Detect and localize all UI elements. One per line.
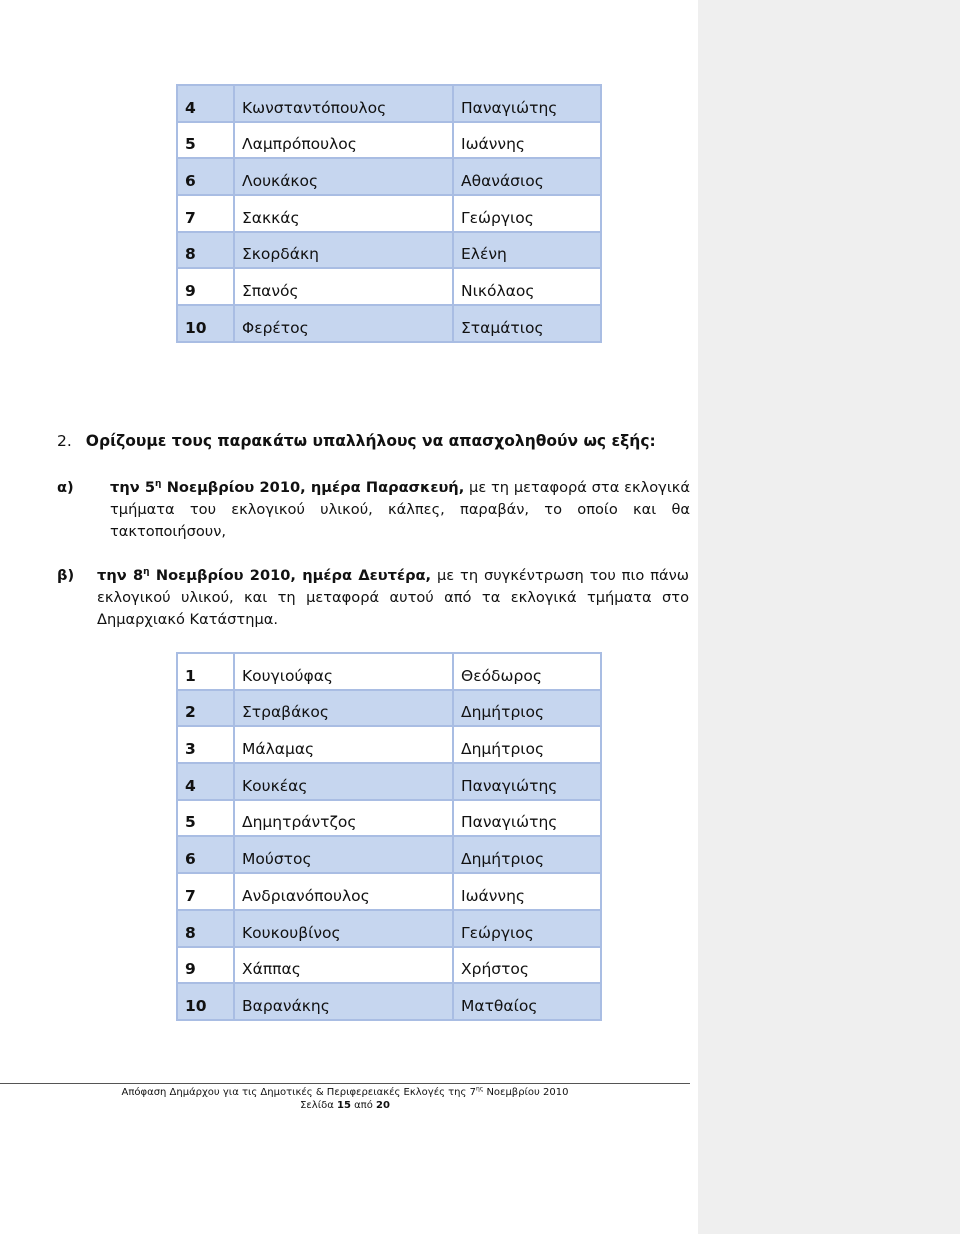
surname-cell: Φερέτος [234, 305, 453, 342]
firstname-cell: Γεώργιος [453, 195, 601, 232]
table-row [177, 763, 601, 800]
table-row [177, 873, 601, 910]
item-b-ordinal: η [143, 567, 150, 578]
table-row [177, 305, 601, 342]
item-b-body [97, 565, 689, 631]
section-heading-text: Ορίζουμε τους παρακάτω υπαλλήλους να απασχοληθούν ως εξής: [85, 432, 656, 450]
row-number: 5 [177, 122, 234, 159]
firstname-cell: Δημήτριος [453, 726, 601, 763]
firstname-cell: Παναγιώτης [453, 85, 601, 122]
firstname-cell: Αθανάσιος [453, 158, 601, 195]
surname-cell: Μούστος [234, 836, 453, 873]
firstname-cell: Γεώργιος [453, 910, 601, 947]
row-number: 5 [177, 800, 234, 837]
surname-cell: Κουκουβίνος [234, 910, 453, 947]
row-number: 7 [177, 195, 234, 232]
row-number: 6 [177, 158, 234, 195]
table-row [177, 232, 601, 269]
footer-title-text: Απόφαση Δημάρχου για τις Δημοτικές & Περιφερειακές Εκλογές της 7 [121, 1087, 476, 1098]
row-number: 1 [177, 653, 234, 690]
item-b-date-rest: Νοεμβρίου 2010, ημέρα Δευτέρα, [149, 567, 432, 584]
firstname-cell: Ματθαίος [453, 983, 601, 1020]
item-a-ordinal: η [155, 479, 162, 490]
page-current: 15 [336, 1100, 351, 1111]
item-a-text: με τη μεταφορά στα εκλογικά τμήματα του εκλογικού υλικού, κάλπες, παραβάν, το οποίο και θα τακτοποιήσουν, [110, 479, 690, 540]
row-number: 10 [177, 983, 234, 1020]
surname-cell: Χάππας [234, 947, 453, 984]
page-word: Σελίδα [300, 1100, 337, 1111]
firstname-cell: Παναγιώτης [453, 763, 601, 800]
firstname-cell: Ιωάννης [453, 873, 601, 910]
item-a-body [110, 477, 690, 543]
table-row [177, 800, 601, 837]
section-heading [57, 432, 656, 450]
table-row [177, 85, 601, 122]
surname-cell: Λαμπρόπουλος [234, 122, 453, 159]
table-row [177, 195, 601, 232]
firstname-cell: Νικόλαος [453, 268, 601, 305]
firstname-cell: Δημήτριος [453, 690, 601, 727]
row-number: 7 [177, 873, 234, 910]
page-footer [0, 1086, 690, 1112]
firstname-cell: Δημήτριος [453, 836, 601, 873]
section-number: 2. [57, 432, 72, 450]
table-row [177, 726, 601, 763]
employees-table-2 [176, 652, 602, 1021]
surname-cell: Κωνσταντόπουλος [234, 85, 453, 122]
item-b-text: με τη συγκέντρωση του πιο πάνω εκλογικού υλικού, και τη μεταφορά αυτού από τα εκλογικά τμήματα στο Δημαρχιακό Κατάστημα. [97, 567, 690, 628]
table-row [177, 910, 601, 947]
table-row [177, 268, 601, 305]
table-row [177, 158, 601, 195]
firstname-cell: Ελένη [453, 232, 601, 269]
footer-title [0, 1086, 690, 1099]
item-b-date [97, 567, 431, 584]
table-row [177, 836, 601, 873]
row-number: 8 [177, 910, 234, 947]
table-row [177, 690, 601, 727]
surname-cell: Δημητράντζος [234, 800, 453, 837]
surname-cell: Σακκάς [234, 195, 453, 232]
item-b-date-day: την 8 [97, 567, 144, 584]
table-row [177, 653, 601, 690]
table-row [177, 122, 601, 159]
footer-divider [0, 1083, 690, 1084]
surname-cell: Ανδριανόπουλος [234, 873, 453, 910]
surname-cell: Μάλαμας [234, 726, 453, 763]
comment-margin-pane [698, 0, 960, 1234]
surname-cell: Σπανός [234, 268, 453, 305]
employees-table-1 [176, 84, 602, 343]
firstname-cell: Χρήστος [453, 947, 601, 984]
surname-cell: Κουκέας [234, 763, 453, 800]
row-number: 9 [177, 268, 234, 305]
firstname-cell: Θεόδωρος [453, 653, 601, 690]
row-number: 4 [177, 85, 234, 122]
table-row [177, 947, 601, 984]
firstname-cell: Παναγιώτης [453, 800, 601, 837]
firstname-cell: Ιωάννης [453, 122, 601, 159]
surname-cell: Σκορδάκη [234, 232, 453, 269]
row-number: 6 [177, 836, 234, 873]
footer-title-month: Νοεμβρίου 2010 [483, 1087, 569, 1098]
surname-cell: Βαρανάκης [234, 983, 453, 1020]
item-a-label: α) [57, 479, 74, 496]
row-number: 9 [177, 947, 234, 984]
row-number: 4 [177, 763, 234, 800]
item-a-date-rest: Νοεμβρίου 2010, ημέρα Παρασκευή, [161, 479, 465, 496]
footer-title-ordinal: ης [475, 1085, 484, 1093]
row-number: 3 [177, 726, 234, 763]
surname-cell: Στραβάκος [234, 690, 453, 727]
row-number: 2 [177, 690, 234, 727]
firstname-cell: Σταμάτιος [453, 305, 601, 342]
surname-cell: Κουγιούφας [234, 653, 453, 690]
item-a-date [110, 479, 464, 496]
row-number: 10 [177, 305, 234, 342]
item-b-label: β) [57, 567, 75, 584]
row-number: 8 [177, 232, 234, 269]
table-row [177, 983, 601, 1020]
page-of: από [350, 1100, 376, 1111]
surname-cell: Λουκάκος [234, 158, 453, 195]
page-total: 20 [376, 1100, 390, 1111]
item-a-date-day: την 5 [110, 479, 156, 496]
page-number [0, 1099, 690, 1112]
